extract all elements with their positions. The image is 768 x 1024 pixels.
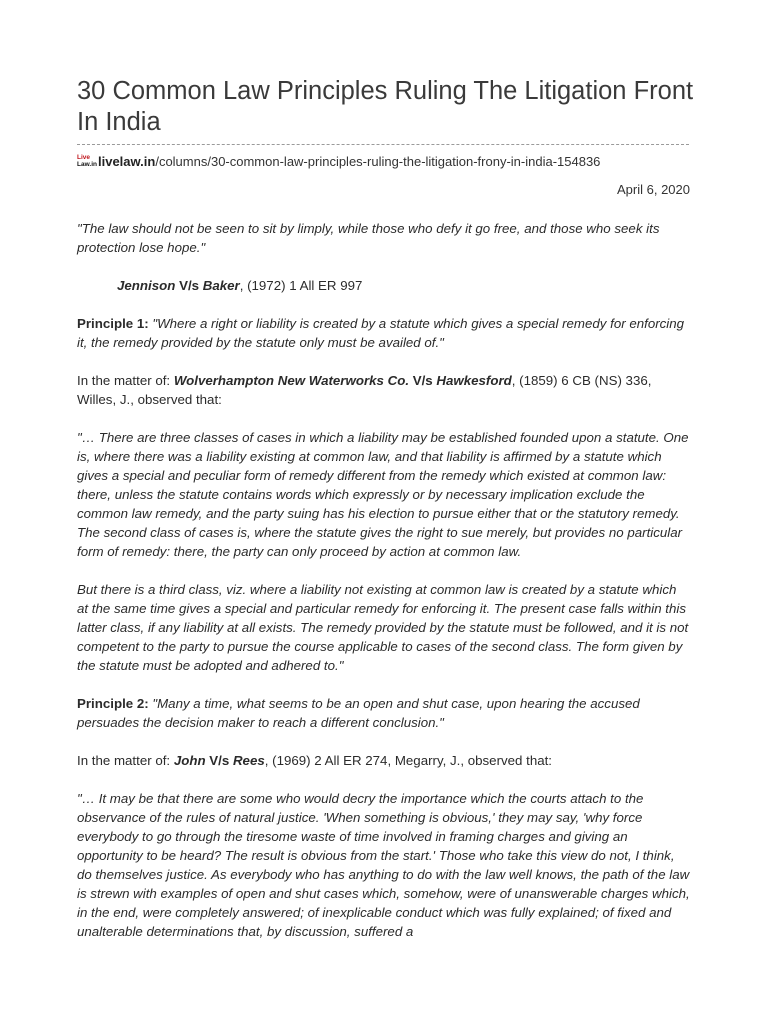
principle-1-case: In the matter of: Wolverhampton New Waterworks Co. V/s Hawkesford, (1859) 6 CB (NS) 336, Willes, J., observed that: <box>77 373 652 407</box>
opening-quote: "The law should not be seen to sit by limply, while those who defy it go free, and those who seek its protection lose hope." <box>77 221 660 255</box>
principle-2-label: Principle 2: <box>77 696 149 711</box>
principle-1-excerpt-2: But there is a third class, viz. where a liability not existing at common law is created by a statute which at the same time gives a special and particular remedy for enforcing it. The present case falls within this latter class, if any liability at all exists. The remedy provided by the statute must be followed, and it is not competent to the party to pursue the course applicable to cases of the second class. The form given by the statute must be adopted and adhered to." <box>77 582 689 673</box>
principle-2 <box>77 694 691 732</box>
livelaw-logo-icon: Live Law.in <box>77 154 97 168</box>
principle-2-excerpt-1: "… It may be that there are some who would decry the importance which the courts attach to the observance of the rules of natural justice. 'When something is obvious,' they may say, 'why force everybody to go through the tiresome waste of time involved in framing charges and giving an opportunity to be heard? The result is obvious from the start.' Those who take this view do not, I think, do themselves justice. As everybody who has anything to do with the law well knows, the path of the law is strewn with examples of open and shut cases which, somehow, were of unanswerable charges which, in the end, were completely answered; of inexplicable conduct which was fully explained; of fixed and unalterable determinations that, by discussion, suffered a <box>77 791 690 939</box>
source-line <box>77 151 600 171</box>
article-title: 30 Common Law Principles Ruling The Litigation Front In India <box>77 77 694 136</box>
source-path-link[interactable]: /columns/30-common-law-principles-ruling-the-litigation-frony-in-india-154836 <box>155 153 601 169</box>
article-body <box>77 219 691 960</box>
principle-1-excerpt-1: "… There are three classes of cases in which a liability may be established founded upon a statute. One is, where there was a liability existing at common law, and that liability is affirmed by a statute which gives a special and peculiar form of remedy different from the remedy which existed at common law: there, unless the statute contains words which expressly or by necessary implication exclude the common law remedy, and the party suing has his election to pursue either that or the statutory remedy. The second class of cases is, where the statute gives the right to sue merely, but provides no particular form of remedy: there, the party can only proceed by action at common law. <box>77 430 689 559</box>
principle-2-case: In the matter of: John V/s Rees, (1969) 2 All ER 274, Megarry, J., observed that: <box>77 753 553 768</box>
quote-citation: Jennison V/s Baker, (1972) 1 All ER 997 <box>117 278 363 293</box>
principle-2-text: "Many a time, what seems to be an open and shut case, upon hearing the accused persuades the decision maker to reach a different conclusion." <box>77 696 640 730</box>
publish-date: April 6, 2020 <box>617 182 690 197</box>
source-domain-link[interactable]: livelaw.in <box>98 153 156 169</box>
principle-1-text: "Where a right or liability is created by a statute which gives a special remedy for enforcing it, the remedy provided by the statute only must be availed of." <box>77 316 685 350</box>
title-divider <box>77 144 689 145</box>
principle-1 <box>77 314 691 352</box>
principle-1-label: Principle 1: <box>77 316 149 331</box>
